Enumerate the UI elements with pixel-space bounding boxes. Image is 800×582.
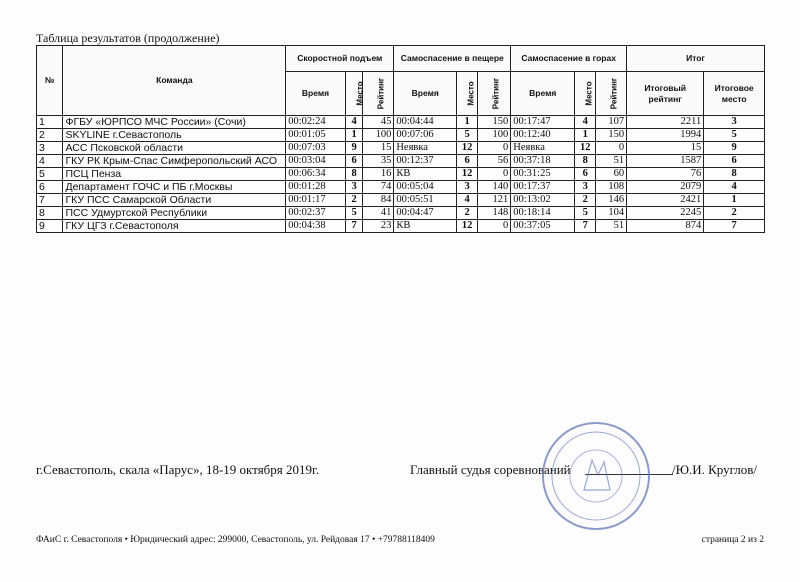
judge-name: /Ю.И. Круглов/ xyxy=(672,462,758,477)
cell-r1: 35 xyxy=(363,155,394,168)
cell-t3: 00:37:05 xyxy=(511,220,575,233)
cell-t2: 00:04:44 xyxy=(394,116,457,129)
cell-r1: 41 xyxy=(363,207,394,220)
cell-p2: 5 xyxy=(457,129,478,142)
cell-t1: 00:02:37 xyxy=(286,207,346,220)
cell-r3: 107 xyxy=(596,116,627,129)
cell-t3: 00:12:40 xyxy=(511,129,575,142)
header-time: Время xyxy=(511,72,575,116)
cell-team: ГКУ ЦГЗ г.Севастополя xyxy=(63,220,286,233)
cell-r2: 140 xyxy=(478,181,511,194)
cell-p1: 6 xyxy=(345,155,363,168)
cell-p1: 9 xyxy=(345,142,363,155)
cell-t1: 00:06:34 xyxy=(286,168,346,181)
table-row xyxy=(37,142,765,155)
cell-fp: 6 xyxy=(704,155,765,168)
cell-t2: Неявка xyxy=(394,142,457,155)
cell-p2: 12 xyxy=(457,220,478,233)
cell-t3: 00:13:02 xyxy=(511,194,575,207)
cell-p3: 3 xyxy=(575,181,596,194)
cell-p2: 12 xyxy=(457,168,478,181)
cell-p3: 1 xyxy=(575,129,596,142)
cell-p2: 6 xyxy=(457,155,478,168)
cell-n: 8 xyxy=(37,207,63,220)
cell-r1: 16 xyxy=(363,168,394,181)
cell-t1: 00:04:38 xyxy=(286,220,346,233)
cell-r2: 148 xyxy=(478,207,511,220)
table-row xyxy=(37,181,765,194)
cell-t3: 00:18:14 xyxy=(511,207,575,220)
header-rating: Рейтинг xyxy=(363,72,394,116)
cell-fp: 9 xyxy=(704,142,765,155)
cell-t3: 00:37:18 xyxy=(511,155,575,168)
cell-fp: 8 xyxy=(704,168,765,181)
cell-p1: 8 xyxy=(345,168,363,181)
cell-team: АСС Псковской области xyxy=(63,142,286,155)
cell-r3: 51 xyxy=(596,220,627,233)
cell-p1: 2 xyxy=(345,194,363,207)
venue-date: г.Севастополь, скала «Парус», 18-19 октября 2019г. xyxy=(36,462,320,477)
cell-n: 3 xyxy=(37,142,63,155)
cell-r3: 108 xyxy=(596,181,627,194)
cell-p3: 7 xyxy=(575,220,596,233)
header-team: Команда xyxy=(63,46,286,116)
cell-r1: 84 xyxy=(363,194,394,207)
cell-p3: 6 xyxy=(575,168,596,181)
cell-tr: 2079 xyxy=(627,181,704,194)
cell-t2: 00:05:04 xyxy=(394,181,457,194)
cell-p3: 2 xyxy=(575,194,596,207)
table-row xyxy=(37,129,765,142)
cell-team: ПСС Удмуртской Республики xyxy=(63,207,286,220)
cell-r2: 0 xyxy=(478,142,511,155)
cell-n: 1 xyxy=(37,116,63,129)
cell-tr: 874 xyxy=(627,220,704,233)
cell-team: Департамент ГОЧС и ПБ г.Москвы xyxy=(63,181,286,194)
cell-n: 6 xyxy=(37,181,63,194)
header-num: № xyxy=(37,46,63,116)
cell-n: 5 xyxy=(37,168,63,181)
cell-fp: 5 xyxy=(704,129,765,142)
header-rating: Рейтинг xyxy=(478,72,511,116)
header-place: Место xyxy=(345,72,363,116)
page-number: страница 2 из 2 xyxy=(701,535,764,545)
header-mountain: Самоспасение в горах xyxy=(511,46,627,72)
results-table xyxy=(36,45,765,233)
cell-tr: 1587 xyxy=(627,155,704,168)
cell-t3: 00:31:25 xyxy=(511,168,575,181)
cell-r3: 104 xyxy=(596,207,627,220)
cell-p3: 5 xyxy=(575,207,596,220)
cell-p3: 4 xyxy=(575,116,596,129)
cell-p2: 2 xyxy=(457,207,478,220)
cell-t3: 00:17:47 xyxy=(511,116,575,129)
cell-t2: 00:07:06 xyxy=(394,129,457,142)
header-time: Время xyxy=(394,72,457,116)
cell-r2: 0 xyxy=(478,168,511,181)
cell-p1: 1 xyxy=(345,129,363,142)
cell-r1: 15 xyxy=(363,142,394,155)
cell-t2: КВ xyxy=(394,168,457,181)
cell-fp: 3 xyxy=(704,116,765,129)
header-cave: Самоспасение в пещере xyxy=(394,46,511,72)
cell-n: 2 xyxy=(37,129,63,142)
cell-r2: 121 xyxy=(478,194,511,207)
cell-fp: 1 xyxy=(704,194,765,207)
official-seal xyxy=(540,420,652,532)
cell-r3: 146 xyxy=(596,194,627,207)
footer-address: ФАиС г. Севастополя • Юридический адрес: 299000, Севастополь, ул. Рейдовая 17 • +79788118409 xyxy=(36,535,435,545)
cell-team: ГКУ РК Крым-Спас Симферопольский АСО xyxy=(63,155,286,168)
header-rating: Рейтинг xyxy=(596,72,627,116)
cell-t2: 00:05:51 xyxy=(394,194,457,207)
header-speed: Скоростной подъем xyxy=(286,46,394,72)
cell-t2: 00:04:47 xyxy=(394,207,457,220)
cell-r1: 100 xyxy=(363,129,394,142)
cell-p1: 5 xyxy=(345,207,363,220)
header-place: Место xyxy=(457,72,478,116)
cell-fp: 7 xyxy=(704,220,765,233)
header-total-rating: Итоговый рейтинг xyxy=(627,72,704,116)
cell-t1: 00:01:05 xyxy=(286,129,346,142)
cell-r2: 56 xyxy=(478,155,511,168)
cell-r3: 0 xyxy=(596,142,627,155)
cell-p2: 1 xyxy=(457,116,478,129)
cell-p3: 12 xyxy=(575,142,596,155)
cell-team: ФГБУ «ЮРПСО МЧС России» (Сочи) xyxy=(63,116,286,129)
cell-r2: 150 xyxy=(478,116,511,129)
cell-r1: 45 xyxy=(363,116,394,129)
judge-title: Главный судья соревнований xyxy=(410,462,571,477)
cell-tr: 15 xyxy=(627,142,704,155)
cell-team: ПСЦ Пенза xyxy=(63,168,286,181)
cell-p3: 8 xyxy=(575,155,596,168)
cell-p1: 3 xyxy=(345,181,363,194)
table-row xyxy=(37,168,765,181)
cell-t2: 00:12:37 xyxy=(394,155,457,168)
cell-t3: 00:17:37 xyxy=(511,181,575,194)
cell-n: 9 xyxy=(37,220,63,233)
cell-t2: КВ xyxy=(394,220,457,233)
cell-fp: 4 xyxy=(704,181,765,194)
cell-t1: 00:07:03 xyxy=(286,142,346,155)
header-final-place: Итоговое место xyxy=(704,72,765,116)
cell-p1: 4 xyxy=(345,116,363,129)
cell-t1: 00:03:04 xyxy=(286,155,346,168)
header-total: Итог xyxy=(627,46,765,72)
cell-r1: 23 xyxy=(363,220,394,233)
cell-n: 4 xyxy=(37,155,63,168)
cell-tr: 2245 xyxy=(627,207,704,220)
cell-t1: 00:01:28 xyxy=(286,181,346,194)
cell-tr: 2211 xyxy=(627,116,704,129)
header-place: Место xyxy=(575,72,596,116)
cell-tr: 1994 xyxy=(627,129,704,142)
cell-p2: 12 xyxy=(457,142,478,155)
cell-r3: 51 xyxy=(596,155,627,168)
cell-p2: 3 xyxy=(457,181,478,194)
cell-r2: 0 xyxy=(478,220,511,233)
cell-p2: 4 xyxy=(457,194,478,207)
table-row xyxy=(37,220,765,233)
table-row xyxy=(37,155,765,168)
cell-n: 7 xyxy=(37,194,63,207)
cell-r3: 60 xyxy=(596,168,627,181)
table-row xyxy=(37,116,765,129)
cell-t1: 00:01:17 xyxy=(286,194,346,207)
table-row xyxy=(37,207,765,220)
table-caption: Таблица результатов (продолжение) xyxy=(36,31,220,45)
cell-team: SKYLINE г.Севастополь xyxy=(63,129,286,142)
cell-team: ГКУ ПСС Самарской Области xyxy=(63,194,286,207)
table-row xyxy=(37,194,765,207)
cell-p1: 7 xyxy=(345,220,363,233)
cell-tr: 76 xyxy=(627,168,704,181)
cell-r1: 74 xyxy=(363,181,394,194)
header-time: Время xyxy=(286,72,346,116)
cell-r3: 150 xyxy=(596,129,627,142)
cell-fp: 2 xyxy=(704,207,765,220)
cell-t1: 00:02:24 xyxy=(286,116,346,129)
cell-tr: 2421 xyxy=(627,194,704,207)
cell-r2: 100 xyxy=(478,129,511,142)
cell-t3: Неявка xyxy=(511,142,575,155)
